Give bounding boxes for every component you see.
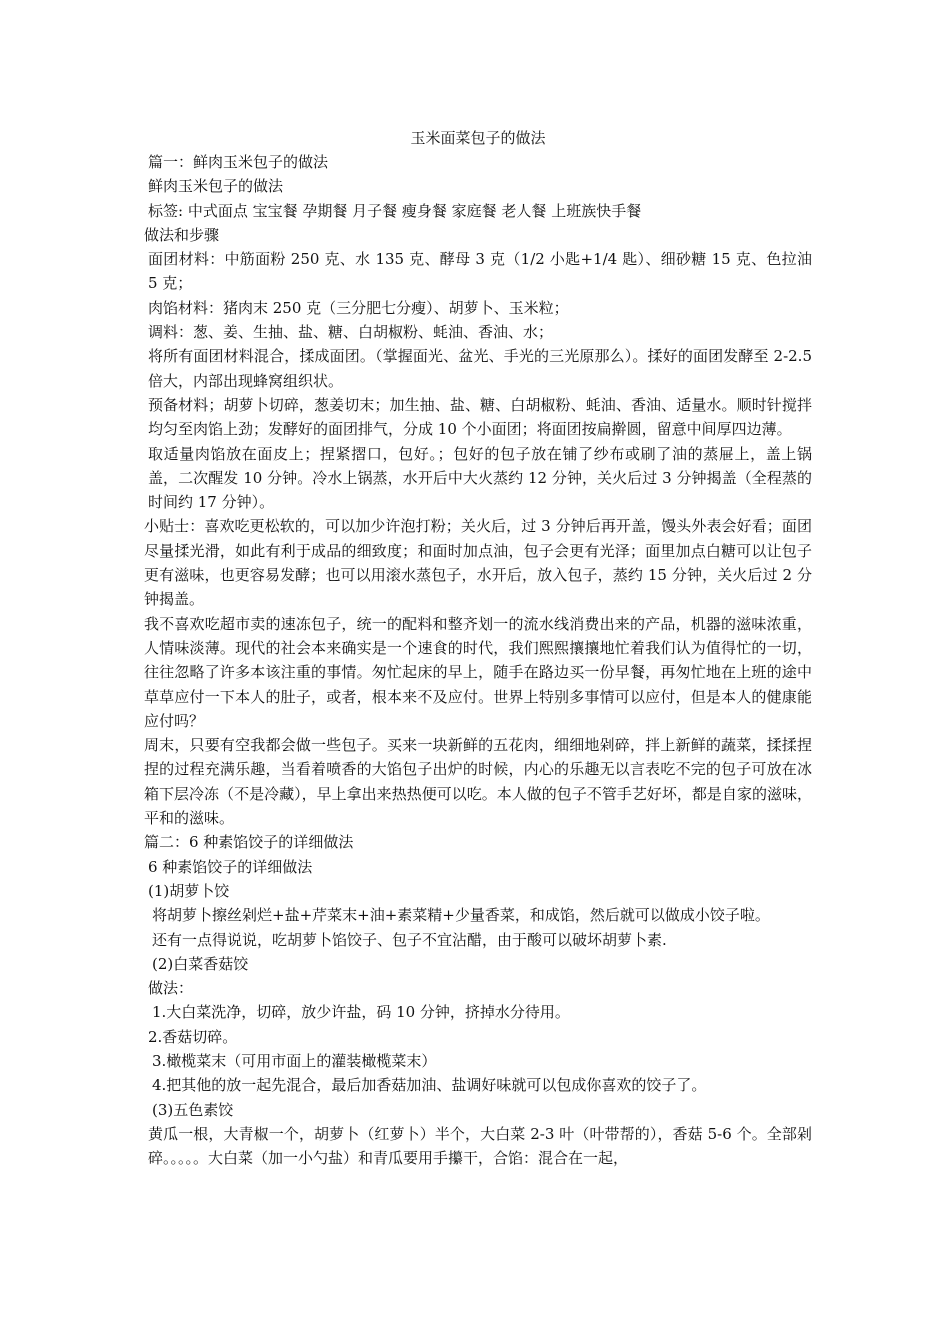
paragraph: 3.橄榄菜末（可用市面上的灌装橄榄菜末） [152, 1051, 437, 1070]
paragraph: 做法： [148, 979, 194, 998]
document-title: 玉米面菜包子的做法 [410, 129, 546, 147]
paragraph: 将所有面团材料混合，揉成面团。（掌握面光、盆光、手光的三光原那么）。揉好的面团发酵至 2-2.5 倍大，内部出现蜂窝组织状。 [148, 347, 812, 390]
paragraph: (3)五色素饺 [152, 1100, 234, 1119]
paragraph: 1.大白菜洗净，切碎，放少许盐，码 10 分钟，挤掉水分待用。 [152, 1003, 570, 1022]
paragraph: (2)白菜香菇饺 [152, 954, 249, 973]
document-body [144, 150, 812, 1170]
paragraph: 6 种素馅饺子的详细做法 [148, 857, 313, 876]
paragraph: 4.把其他的放一起先混合，最后加香菇加油、盐调好味就可以包成你喜欢的饺子了。 [152, 1076, 707, 1095]
paragraph: 鲜肉玉米包子的做法 [148, 177, 284, 196]
paragraph: 篇一：鲜肉玉米包子的做法 [148, 153, 329, 171]
paragraph: 将胡萝卜擦丝剁烂+盐+芹菜末+油+素菜精+少量香菜，和成馅，然后就可以做成小饺子啦。 [152, 906, 770, 925]
paragraph: 还有一点得说说，吃胡萝卜馅饺子、包子不宜沾醋，由于酸可以破坏胡萝卜素. [152, 930, 667, 949]
paragraph: 2.香菇切碎。 [148, 1027, 238, 1046]
paragraph: 肉馅材料：猪肉末 250 克（三分肥七分瘦）、胡萝卜、玉米粒； [148, 298, 569, 317]
paragraph: 调料：葱、姜、生抽、盐、糖、白胡椒粉、蚝油、香油、水； [148, 323, 554, 342]
paragraph: 小贴士：喜欢吃更松软的，可以加少许泡打粉；关火后，过 3 分钟后再开盖，馒头外表会好看；面团尽量揉光滑，如此有利于成品的细致度；和面时加点油，包子会更有光泽；面里加点白糖可以让包子更有滋味，也更容易发酵；也可以用滚水蒸包子，水开后，放入包子，蒸约 15 分钟，关火后过 2 分钟揭盖。 [144, 517, 812, 609]
paragraph: 取适量肉馅放在面皮上；捏紧摺口，包好。；包好的包子放在铺了纱布或刷了油的蒸屉上，盖上锅盖，二次醒发 10 分钟。冷水上锅蒸，水开后中大火蒸约 12 分钟，关火后过 3 分钟揭盖（全程蒸的时间约 17 分钟）。 [148, 444, 812, 512]
paragraph: 预备材料；胡萝卜切碎，葱姜切末；加生抽、盐、糖、白胡椒粉、蚝油、香油、适量水。顺时针搅拌均匀至肉馅上劲；发酵好的面团排气，分成 10 个小面团；将面团按扁擀圆，留意中间厚四边薄。 [148, 395, 812, 439]
paragraph: 黄瓜一根，大青椒一个，胡萝卜（红萝卜）半个，大白菜 2-3 叶（叶带帮的），香菇 5-6 个。全部剁碎。。。。。大白菜（加一小勺盐）和青瓜要用手攥干，合馅：混合在一起， [148, 1124, 812, 1168]
paragraph: (1)胡萝卜饺 [148, 881, 230, 900]
paragraph: 标签: 中式面点 宝宝餐 孕期餐 月子餐 瘦身餐 家庭餐 老人餐 上班族快手餐 [148, 201, 642, 220]
paragraph: 面团材料：中筋面粉 250 克、水 135 克、酵母 3 克（1/2 小匙+1/4 匙）、细砂糖 15 克、色拉油 5 克； [148, 250, 812, 293]
paragraph: 篇二：6 种素馅饺子的详细做法 [144, 833, 354, 852]
paragraph: 周末，只要有空我都会做一些包子。买来一块新鲜的五花肉，细细地剁碎，拌上新鲜的蔬菜，揉揉捏捏的过程充满乐趣，当看着喷香的大馅包子出炉的时候，内心的乐趣无以言表吃不完的包子可放在冰箱下层冷冻（不是冷藏），早上拿出来热热便可以吃。本人做的包子不管手艺好坏，都是自家的滋味，平和的滋味。 [144, 736, 812, 828]
paragraph: 我不喜欢吃超市卖的速冻包子，统一的配料和整齐划一的流水线消费出来的产品，机器的滋味浓重，人情味淡薄。现代的社会本来确实是一个速食的时代，我们熙熙攘攘地忙着我们认为值得忙的一切，往往忽略了许多本该注重的事情。匆忙起床的早上，随手在路边买一份早餐，再匆忙地在上班的途中草草应付一下本人的肚子，或者，根本来不及应付。世界上特别多事情可以应付，但是本人的健康能应付吗？ [144, 614, 812, 730]
paragraph: 做法和步骤 [144, 225, 220, 244]
